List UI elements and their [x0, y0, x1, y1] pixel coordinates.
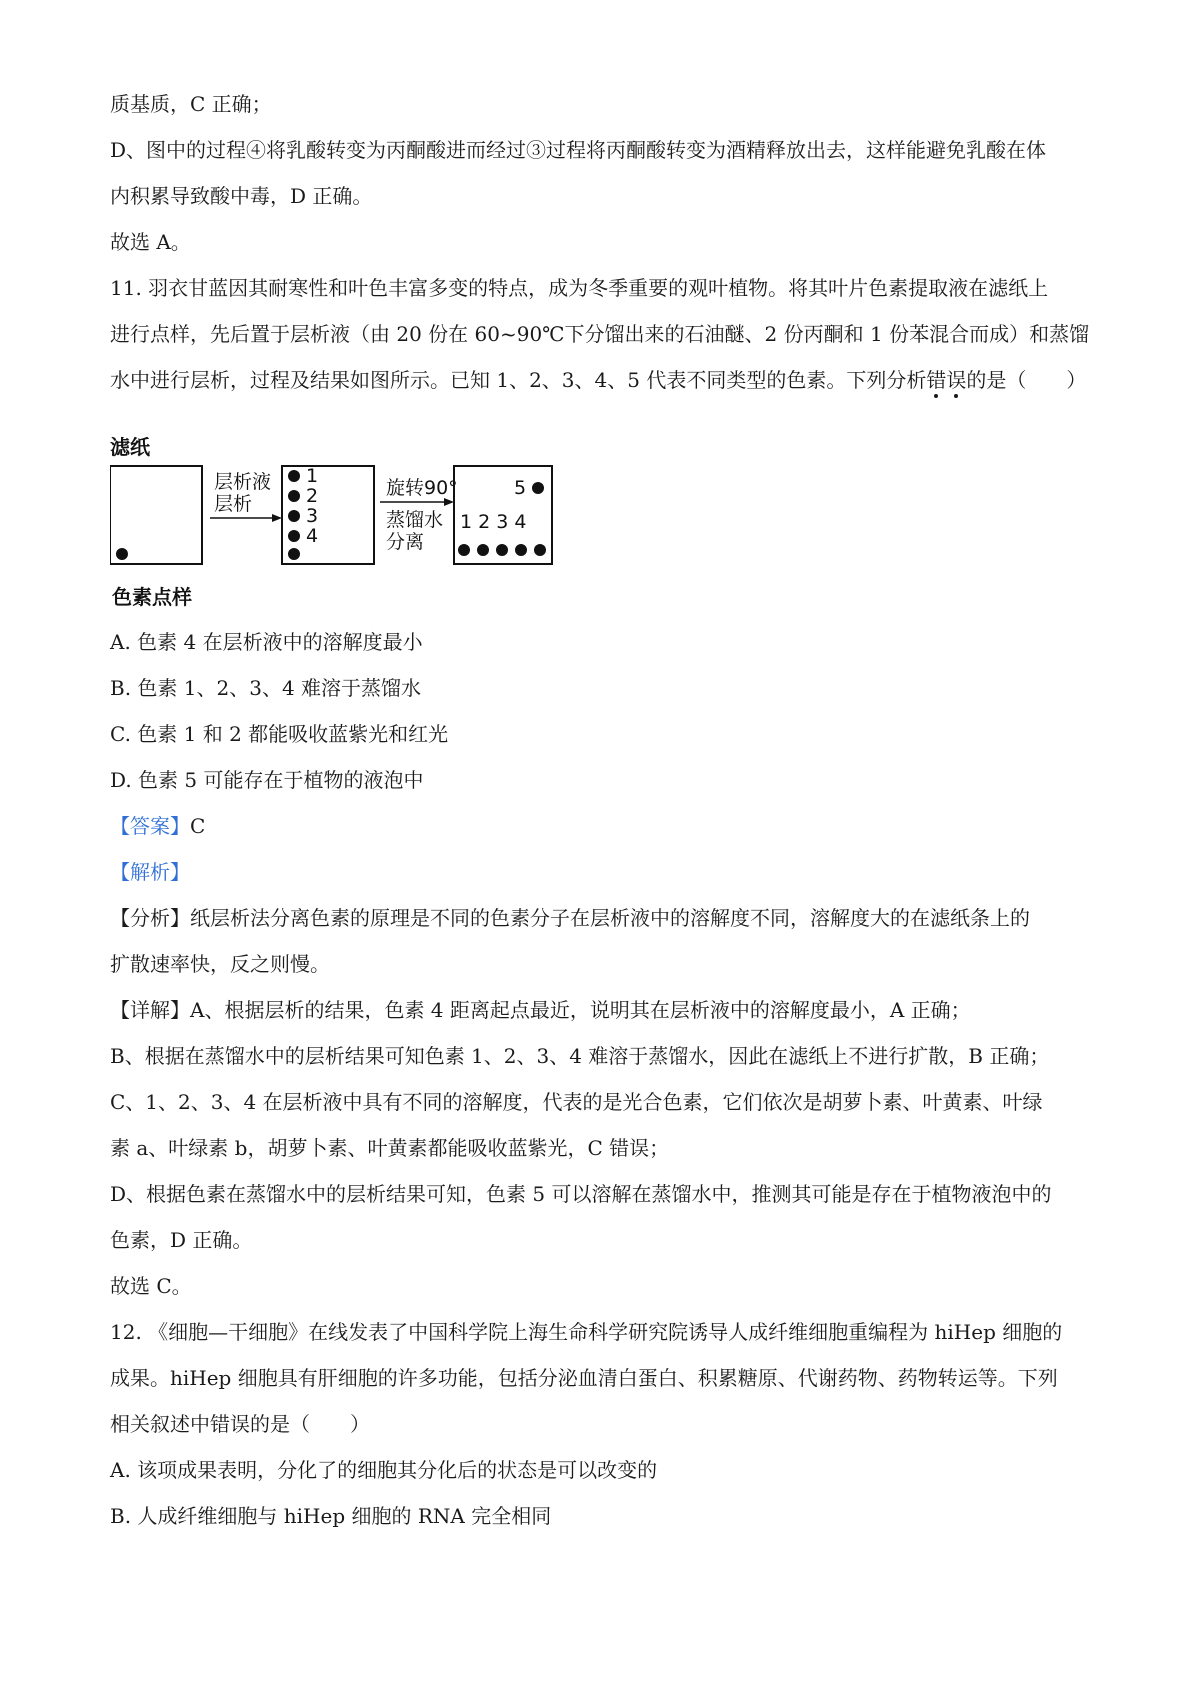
option-a: A. 该项成果表明，分化了的细胞其分化后的状态是可以改变的	[110, 1458, 658, 1482]
question-11-stem: 进行点样，先后置于层析液（由 20 份在 60~90℃下分馏出来的石油醚、2 份丙酮和 1 份苯混合而成）和蒸馏	[110, 322, 1090, 346]
detail-text: D、根据色素在蒸馏水中的层析结果可知，色素 5 可以溶解在蒸馏水中，推测其可能是存在于植物液泡中的	[110, 1182, 1052, 1206]
pigment-number: 2	[306, 485, 319, 507]
pigment-dot-origin	[288, 548, 300, 560]
option-c: C. 色素 1 和 2 都能吸收蓝紫光和红光	[110, 722, 449, 746]
arrow1-label-1: 层析液	[214, 471, 272, 493]
detail-text: 【详解】A、根据层析的结果，色素 4 距离起点最近，说明其在层析液中的溶解度最小，A 正确；	[110, 998, 971, 1022]
pigment-dot-row	[477, 544, 489, 556]
pigment-dot-4	[288, 530, 300, 542]
filter-paper-label: 滤纸	[110, 435, 150, 459]
question-11-stem	[110, 366, 1086, 394]
stem-text: 的是（ ）	[966, 368, 1087, 392]
arrow2-label-1: 旋转90°	[386, 477, 458, 499]
detail-text: B、根据在蒸馏水中的层析结果可知色素 1、2、3、4 难溶于蒸馏水，因此在滤纸上不进行扩散，B 正确；	[110, 1044, 1050, 1068]
arrow2-label-2: 蒸馏水	[386, 509, 444, 531]
emphasis-char: 错	[926, 368, 947, 392]
conclusion-text: 故选 C。	[110, 1274, 192, 1298]
pigment-dot-1	[288, 470, 300, 482]
chromatography-figure	[110, 430, 610, 610]
analysis-text: 【分析】纸层析法分离色素的原理是不同的色素分子在层析液中的溶解度不同，溶解度大的在滤纸条上的	[110, 906, 1030, 930]
text-line: 故选 A。	[110, 230, 191, 254]
pigment-number: 4	[306, 525, 319, 547]
pigment-dot-5	[532, 482, 544, 494]
text-line: 质基质，C 正确；	[110, 92, 272, 116]
detail-text: 色素，D 正确。	[110, 1228, 253, 1252]
pigment-dot-row	[534, 544, 546, 556]
pigment-dot-2	[288, 490, 300, 502]
pigment-dot-3	[288, 510, 300, 522]
analysis-heading	[110, 858, 190, 886]
arrow2-label-3: 分离	[386, 531, 425, 553]
question-12-stem: 12. 《细胞—干细胞》在线发表了中国科学院上海生命科学研究院诱导人成纤维细胞重编程为 hiHep 细胞的	[110, 1320, 1063, 1344]
arrow1-label-2: 层析	[214, 493, 253, 515]
chromatography-diagram	[110, 430, 610, 610]
option-a: A. 色素 4 在层析液中的溶解度最小	[110, 630, 423, 654]
option-d: D. 色素 5 可能存在于植物的液泡中	[110, 768, 424, 792]
pigment-dot-row	[496, 544, 508, 556]
arrow1-head	[272, 514, 282, 522]
pigment-dot-row	[458, 544, 470, 556]
spot-label: 色素点样	[112, 585, 192, 609]
sample-spot	[116, 548, 128, 560]
question-11-stem: 11. 羽衣甘蓝因其耐寒性和叶色丰富多变的特点，成为冬季重要的观叶植物。将其叶片色素提取液在滤纸上	[110, 276, 1049, 300]
detail-text: C、1、2、3、4 在层析液中具有不同的溶解度，代表的是光合色素，它们依次是胡萝卜素、叶黄素、叶绿	[110, 1090, 1043, 1114]
pigment-number: 3	[306, 505, 319, 527]
arrow2-head	[444, 498, 454, 506]
pigment-5-label: 5	[514, 477, 527, 499]
answer-value: C	[190, 814, 206, 838]
analysis-text: 扩散速率快，反之则慢。	[110, 952, 330, 976]
pigment-number: 1	[306, 465, 319, 487]
emphasis-char: 误	[946, 368, 967, 392]
option-b: B. 人成纤维细胞与 hiHep 细胞的 RNA 完全相同	[110, 1504, 552, 1528]
text-line: 内积累导致酸中毒，D 正确。	[110, 184, 373, 208]
option-b: B. 色素 1、2、3、4 难溶于蒸馏水	[110, 676, 422, 700]
detail-text: 素 a、叶绿素 b，胡萝卜素、叶黄素都能吸收蓝紫光，C 错误；	[110, 1136, 670, 1160]
answer-label: 【答案】	[110, 814, 190, 838]
stem-text: 水中进行层析，过程及结果如图所示。已知 1、2、3、4、5 代表不同类型的色素。下列分析	[110, 368, 927, 392]
pigment-numbers-row: 1 2 3 4	[460, 511, 527, 533]
answer-line	[110, 812, 205, 840]
pigment-dot-row	[515, 544, 527, 556]
analysis-label: 【解析】	[110, 860, 190, 884]
question-12-stem: 相关叙述中错误的是（ ）	[110, 1412, 370, 1436]
text-line: D、图中的过程④将乳酸转变为丙酮酸进而经过③过程将丙酮酸转变为酒精释放出去，这样能避免乳酸在体	[110, 138, 1047, 162]
question-12-stem: 成果。hiHep 细胞具有肝细胞的许多功能，包括分泌血清白蛋白、积累糖原、代谢药物、药物转运等。下列	[110, 1366, 1058, 1390]
